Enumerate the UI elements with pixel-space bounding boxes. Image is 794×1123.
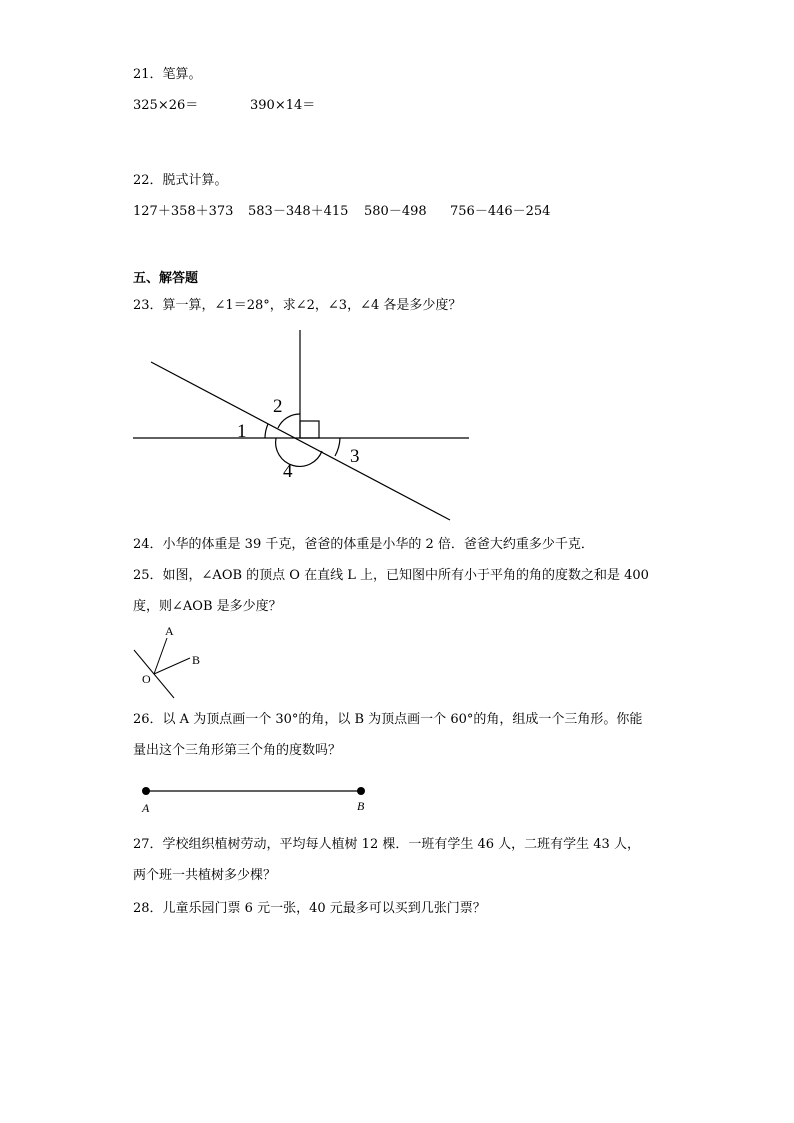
q25-label-b: B	[192, 653, 201, 667]
q23-text: 23．算一算，∠1＝28°，求∠2，∠3，∠4 各是多少度？	[133, 298, 462, 313]
q25-label-o: O	[142, 672, 151, 686]
q23-label-2: 2	[273, 396, 283, 417]
q22-expr-3: 580－498	[364, 204, 427, 219]
q26-line-1: 26．以 A 为顶点画一个 30°的角，以 B 为顶点画一个 60°的角，组成一个三角形。你能	[133, 712, 643, 727]
q25-label-a: A	[165, 624, 174, 638]
q27-line-2: 两个班一共植树多少棵？	[133, 868, 277, 883]
q24-text: 24．小华的体重是 39 千克，爸爸的体重是小华的 2 倍．爸爸大约重多少千克．	[133, 537, 594, 552]
q25-line-1: 25．如图，∠AOB 的顶点 O 在直线 L 上，已知图中所有小于平角的角的度数之和是 400	[133, 568, 649, 583]
q22-title: 22．脱式计算。	[133, 173, 228, 188]
q21-expr-2: 390×14＝	[250, 98, 316, 113]
q26-line-2: 量出这个三角形第三个角的度数吗？	[133, 743, 342, 758]
q21-expr-1: 325×26＝	[133, 98, 199, 113]
q23-label-4: 4	[283, 461, 293, 482]
q26-label-b: B	[357, 799, 365, 813]
q27-line-1: 27．学校组织植树劳动，平均每人植树 12 棵．一班有学生 46 人，二班有学生 43 人，	[133, 837, 640, 852]
q23-label-3: 3	[350, 446, 360, 467]
q22-expr-1: 127＋358＋373	[133, 204, 234, 219]
q25-line-2: 度，则∠AOB 是多少度？	[133, 599, 282, 614]
section-title: 五、解答题	[133, 271, 199, 286]
q23-label-1: 1	[237, 421, 247, 442]
q22-expr-4: 756－446－254	[450, 204, 551, 219]
q22-expr-2: 583－348＋415	[248, 204, 349, 219]
q28-text: 28．儿童乐园门票 6 元一张，40 元最多可以买到几张门票？	[133, 901, 486, 916]
q26-label-a: A	[142, 801, 150, 815]
q21-title: 21．笔算。	[133, 67, 202, 82]
